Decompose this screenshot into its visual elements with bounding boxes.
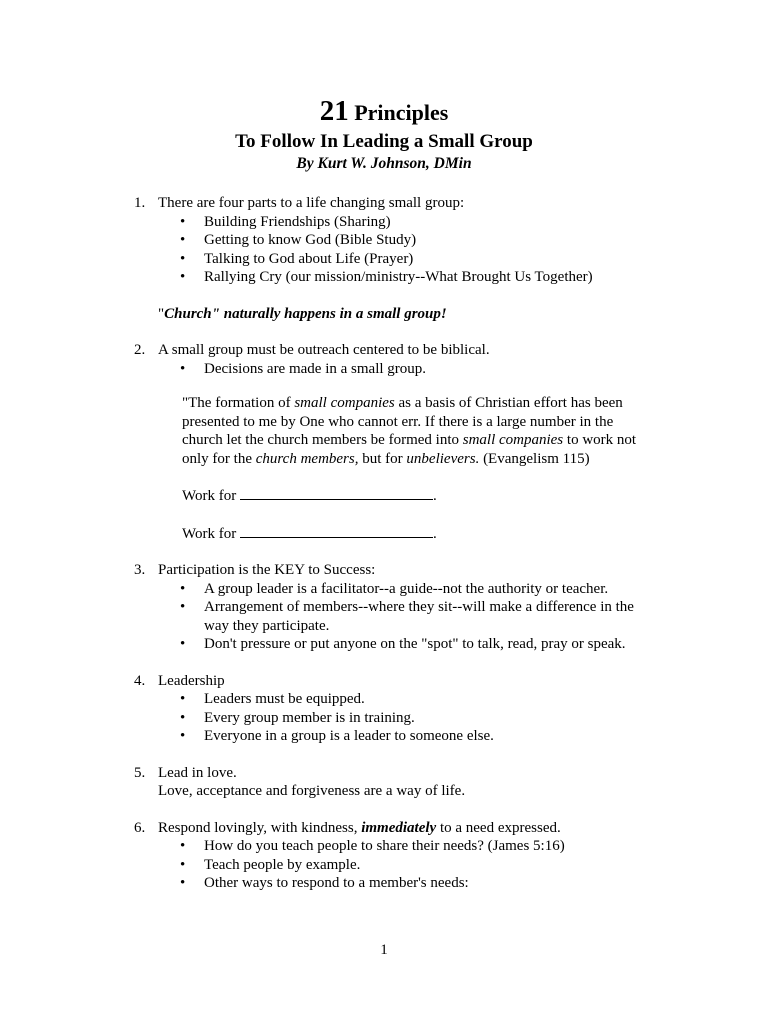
quote-paragraph: "The formation of small companies as a basis of Christian effort has been presented to me by One who cannot err. If there is a large number in the church let the church members be formed into small companies to work not only for the church members, but for unbelievers. (Evangelism 115) — [182, 395, 637, 467]
principle-text: Participation is the KEY to Success: — [158, 562, 376, 578]
bullet-item: • Building Friendships (Sharing) — [180, 213, 391, 230]
bullet-icon: • — [180, 250, 186, 267]
bullet-icon: • — [180, 232, 186, 248]
bullet-icon: • — [180, 636, 186, 652]
fill-in-blank[interactable] — [240, 486, 433, 500]
bullet-item: • Talking to God about Life (Prayer) — [180, 250, 414, 267]
bullet-item: • Teach people by example. — [180, 856, 361, 873]
bullet-icon: • — [180, 838, 186, 854]
bullet-icon: • — [180, 213, 186, 230]
principle-number: 6. — [134, 819, 146, 836]
principle-number: 4. — [134, 672, 146, 689]
work-for-line-2: Work for . — [182, 525, 437, 542]
principle-text: Leadership — [158, 672, 225, 689]
bullet-item: • How do you teach people to share their needs? (James 5:16) — [180, 838, 565, 854]
principle-5 — [134, 764, 654, 801]
bullet-item: • Every group member is in training. — [180, 709, 415, 726]
page-subtitle: To Follow In Leading a Small Group — [235, 131, 533, 152]
principle-text: Lead in love. — [158, 764, 237, 781]
bullet-icon: • — [180, 599, 186, 615]
principle-2 — [134, 341, 654, 543]
bullet-item: • Getting to know God (Bible Study) — [180, 232, 417, 248]
bullet-icon: • — [180, 360, 186, 377]
principle-text: Respond lovingly, with kindness, immediately to a need expressed. — [158, 819, 561, 836]
principle-number: 3. — [134, 562, 146, 578]
bullet-item: • Decisions are made in a small group. — [180, 360, 427, 377]
bullet-icon: • — [180, 856, 186, 873]
bullet-icon: • — [180, 709, 186, 726]
title-block — [0, 96, 768, 174]
bullet-item: • Everyone in a group is a leader to someone else. — [180, 728, 494, 744]
principle-detail: Love, acceptance and forgiveness are a way of life. — [158, 783, 466, 799]
principle-text: A small group must be outreach centered to be biblical. — [158, 342, 490, 358]
bullet-item: • Rallying Cry (our mission/ministry--What Brought Us Together) — [180, 269, 593, 285]
fill-in-blank[interactable] — [240, 524, 433, 538]
principle-1 — [134, 194, 654, 323]
principle-3 — [134, 561, 654, 654]
principle-number: 1. — [134, 195, 146, 211]
bullet-item: • Other ways to respond to a member's needs: — [180, 875, 469, 891]
bullet-icon: • — [180, 875, 186, 891]
bullet-list — [134, 360, 654, 379]
bullet-item: • A group leader is a facilitator--a guide--not the authority or teacher. — [180, 580, 609, 597]
principle-4 — [134, 672, 654, 746]
bullet-icon: • — [180, 269, 186, 285]
principle-number: 5. — [134, 764, 146, 781]
bullet-item: • Arrangement of members--where they sit--will make a difference in the way they participate. — [180, 599, 634, 634]
principle-text: There are four parts to a life changing small group: — [158, 195, 465, 211]
bullet-list — [134, 580, 654, 654]
bullet-icon: • — [180, 580, 186, 597]
bullet-item: • Don't pressure or put anyone on the "spot" to talk, read, pray or speak. — [180, 636, 626, 652]
bullet-list — [134, 213, 654, 287]
bullet-icon: • — [180, 728, 186, 744]
title-word: Principles — [354, 100, 449, 125]
title-number: 21 — [319, 95, 349, 127]
work-for-line-1: Work for . — [182, 488, 437, 504]
page-number: 1 — [380, 942, 388, 958]
bullet-item: • Leaders must be equipped. — [180, 691, 365, 707]
bullet-list — [134, 837, 654, 893]
bullet-list — [134, 690, 654, 746]
page-title — [0, 96, 768, 128]
principles-list — [134, 194, 654, 911]
principle-6 — [134, 819, 654, 893]
principle-number: 2. — [134, 342, 146, 358]
church-note: "Church" naturally happens in a small group! — [158, 305, 447, 322]
bullet-icon: • — [180, 691, 186, 707]
author-line: By Kurt W. Johnson, DMin — [296, 155, 472, 172]
